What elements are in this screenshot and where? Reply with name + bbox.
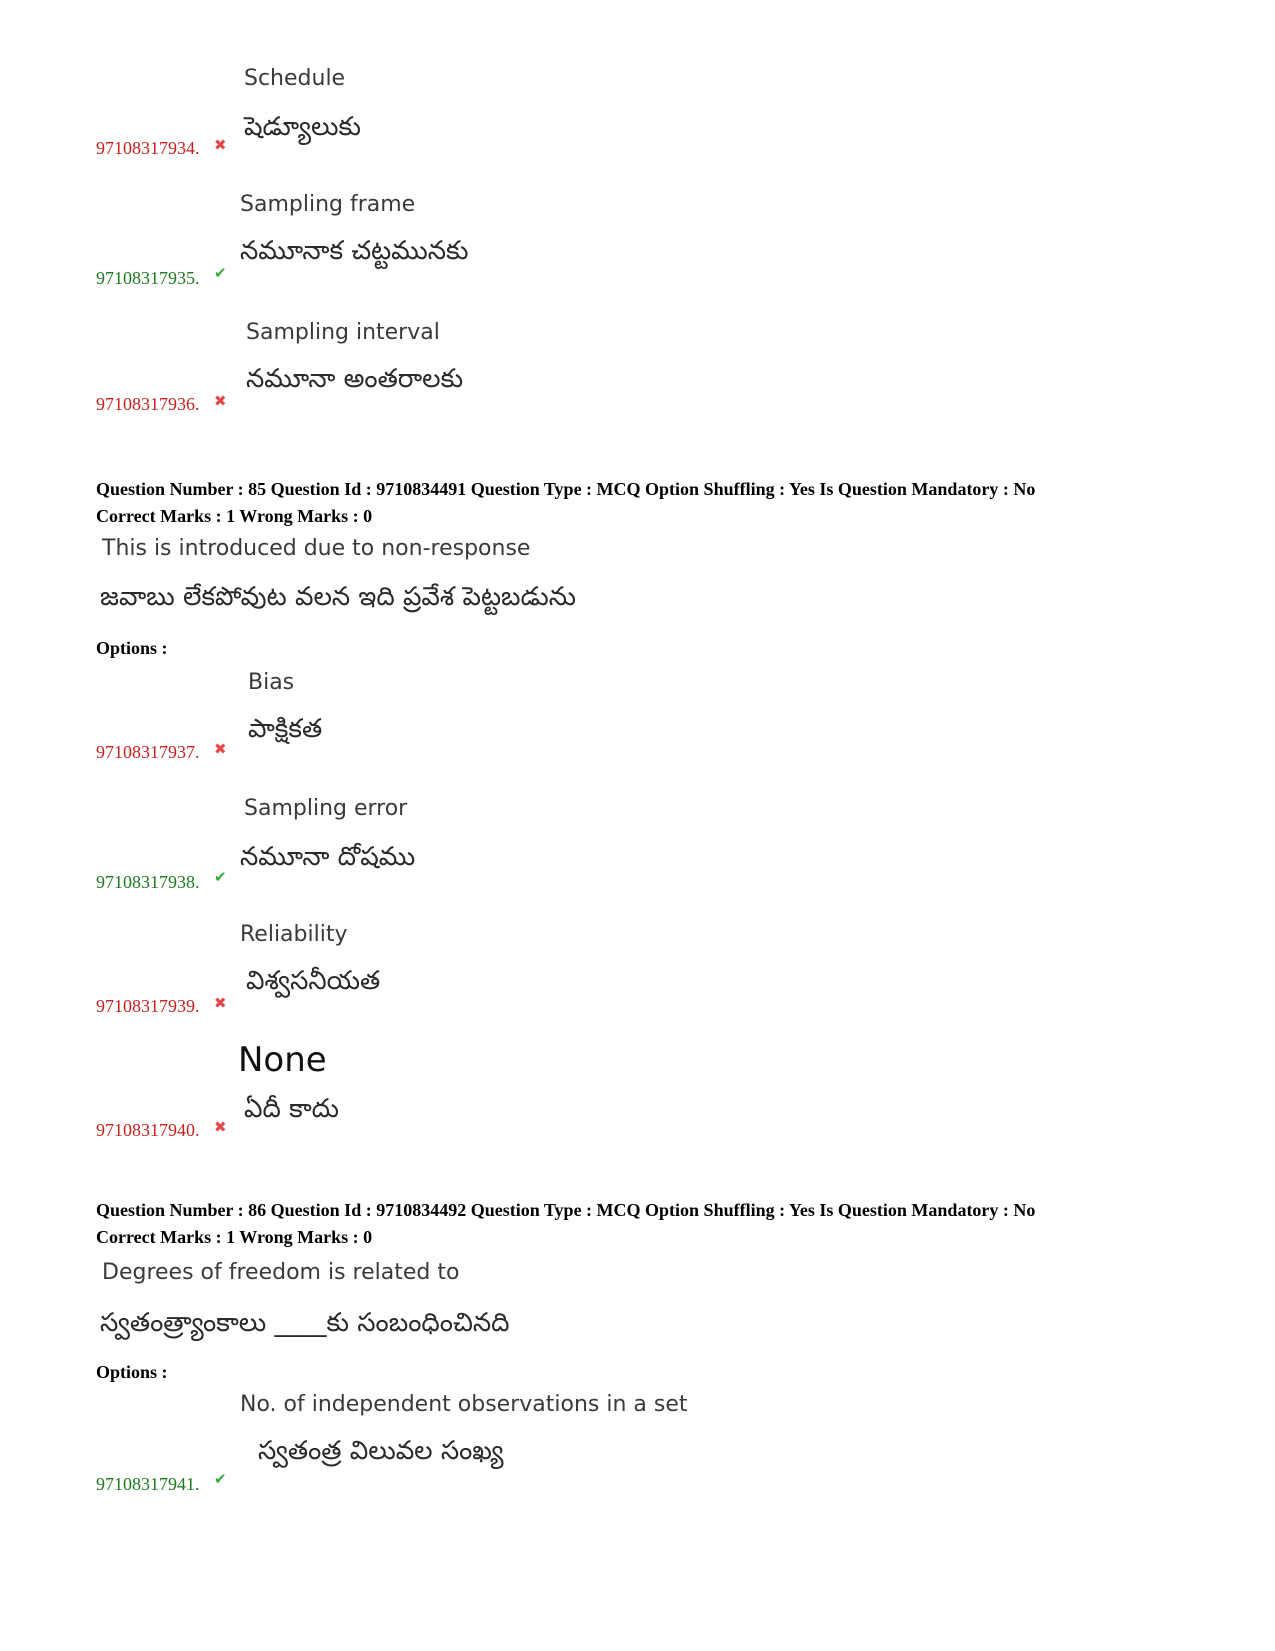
option-id: 97108317938. xyxy=(96,872,200,892)
check-icon: ✔ xyxy=(214,264,227,282)
cross-icon: ✖ xyxy=(214,1118,227,1136)
option-text-te: నమూనాక చట్టమునకు xyxy=(240,236,469,266)
option-id: 97108317937. xyxy=(96,742,200,762)
cross-icon: ✖ xyxy=(214,136,227,154)
option-id: 97108317940. xyxy=(96,1120,200,1140)
option-text-en: Schedule xyxy=(244,66,346,91)
cross-icon: ✖ xyxy=(214,740,227,758)
option-id: 97108317934. xyxy=(96,138,200,158)
option-text-te: పాక్షికత xyxy=(248,714,323,744)
option-id: 97108317941. xyxy=(96,1474,200,1494)
option-text-te: స్వతంత్ర విలువల సంఖ్య xyxy=(258,1436,504,1466)
option-text-en: None xyxy=(238,1040,327,1080)
option-text-en: Sampling error xyxy=(244,796,408,821)
option-id: 97108317936. xyxy=(96,394,200,414)
option-text-en: Sampling frame xyxy=(240,192,416,217)
question-text-te: జవాబు లేకపోవుట వలన ఇది ప్రవేశ పెట్టబడును xyxy=(100,582,577,612)
option-text-en: Reliability xyxy=(240,922,348,947)
option-text-te: నమూనా అంతరాలకు xyxy=(246,364,464,394)
question-marks: Correct Marks : 1 Wrong Marks : 0 xyxy=(96,506,373,526)
question-text-en: Degrees of freedom is related to xyxy=(102,1260,460,1285)
options-label: Options : xyxy=(96,638,168,658)
cross-icon: ✖ xyxy=(214,392,227,410)
check-icon: ✔ xyxy=(214,1470,227,1488)
option-text-te: నమూనా దోషము xyxy=(240,842,416,872)
option-text-te: విశ్వసనీయత xyxy=(246,966,381,996)
options-label: Options : xyxy=(96,1362,168,1382)
option-id: 97108317939. xyxy=(96,996,200,1016)
option-text-te: ఏదీ కాదు xyxy=(244,1094,340,1124)
option-text-te: షెడ్యూలుకు xyxy=(244,112,362,142)
question-marks: Correct Marks : 1 Wrong Marks : 0 xyxy=(96,1227,373,1247)
check-icon: ✔ xyxy=(214,868,227,886)
option-id: 97108317935. xyxy=(96,268,200,288)
option-text-en: Bias xyxy=(248,670,295,695)
question-text-en: This is introduced due to non-response xyxy=(102,536,531,561)
question-header: Question Number : 86 Question Id : 9710834492 Question Type : MCQ Option Shuffling : Yes Is Question Mandatory : No xyxy=(96,1200,1036,1220)
option-text-en: No. of independent observations in a set xyxy=(240,1392,688,1417)
question-header: Question Number : 85 Question Id : 9710834491 Question Type : MCQ Option Shuffling : Yes Is Question Mandatory : No xyxy=(96,479,1036,499)
cross-icon: ✖ xyxy=(214,994,227,1012)
option-text-en: Sampling interval xyxy=(246,320,440,345)
question-text-te: స్వతంత్ర్యాంకాలు ____కు సంబంధించినది xyxy=(100,1308,510,1338)
